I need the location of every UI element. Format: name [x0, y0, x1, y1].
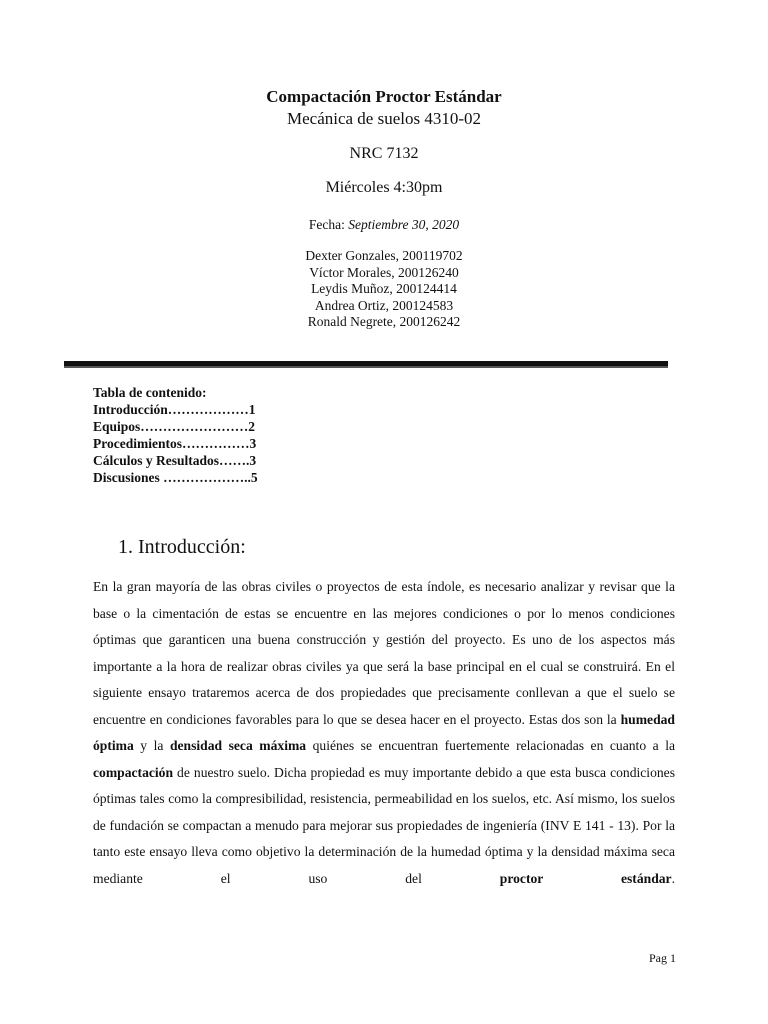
author-name: Leydis Muñoz, 200124414 — [311, 281, 457, 296]
paragraph-text: quiénes se encuentran fuertemente relacionadas en cuanto a la — [306, 738, 676, 753]
nrc-code: NRC 7132 — [349, 145, 419, 162]
date-line — [0, 216, 768, 234]
paragraph-text: En la gran mayoría de las obras civiles o proyectos de esta índole, es necesario analizar y revisar que la base o la cimentación de estas se encuentre en las mejores condiciones o por lo menos condiciones óptimas que garanticen una buena construcción y gestión del proyecto. Es uno de los aspectos más importante a la hora de realizar obras civiles ya que será la base principal en el cual se construirá. En el siguiente ensayo trataremos acerca de dos propiedades que precisamente conllevan a que el suelo se encuentre en condiciones favorables para lo que se desea hacer en el proyecto. Estas dos son la — [93, 579, 675, 727]
date-value: Septiembre 30, 2020 — [348, 217, 460, 232]
paragraph-text: y la — [133, 738, 170, 753]
class-schedule: Miércoles 4:30pm — [325, 179, 443, 196]
bold-term-proctor: proctor estándar — [499, 870, 672, 886]
bold-term-compactacion: compactación — [93, 764, 174, 780]
bold-term-densidad: densidad seca máxima — [169, 738, 307, 753]
author-list — [0, 248, 768, 331]
paragraph-text: . — [671, 870, 675, 886]
author-name: Víctor Morales, 200126240 — [309, 264, 459, 280]
author-name: Ronald Negrete, 200126242 — [307, 314, 461, 329]
author-name: Dexter Gonzales, 200119702 — [305, 248, 463, 263]
introduction-paragraph — [93, 574, 675, 892]
toc-item-equipos: Equipos……………………2 — [93, 419, 256, 434]
toc-item-calculos: Cálculos y Resultados…….3 — [93, 453, 257, 468]
author-name: Andrea Ortiz, 200124583 — [314, 297, 454, 313]
date-label: Fecha: — [308, 217, 349, 232]
page-number: Pag 1 — [649, 951, 676, 965]
document-header — [0, 86, 768, 331]
table-of-contents — [93, 384, 258, 486]
horizontal-divider — [64, 361, 668, 366]
paragraph-text: de nuestro suelo. Dicha propiedad es muy importante debido a que esta busca condiciones óptimas tales como la compresibilidad, resistencia, permeabilidad en los suelos, etc. Así mismo, los suelos de fundación se compactan a menudo para mejorar sus propiedades de ingeniería (INV E 141 - 13). Por la tanto este ensayo lleva como objetivo la determinación de la humedad óptima y la densidad máxima seca mediante el uso del — [93, 764, 675, 886]
toc-item-discusiones: Discusiones ………………..5 — [93, 470, 258, 485]
document-title: Compactación Proctor Estándar — [266, 87, 502, 106]
course-name: Mecánica de suelos 4310-02 — [286, 109, 482, 128]
section-heading-introduccion: 1. Introducción: — [118, 536, 246, 558]
toc-heading: Tabla de contenido: — [93, 385, 207, 400]
toc-item-procedimientos: Procedimientos……………3 — [93, 436, 257, 451]
bold-term-humedad: humedad óptima — [93, 711, 675, 753]
toc-item-introduccion: Introducción………………1 — [93, 402, 256, 417]
